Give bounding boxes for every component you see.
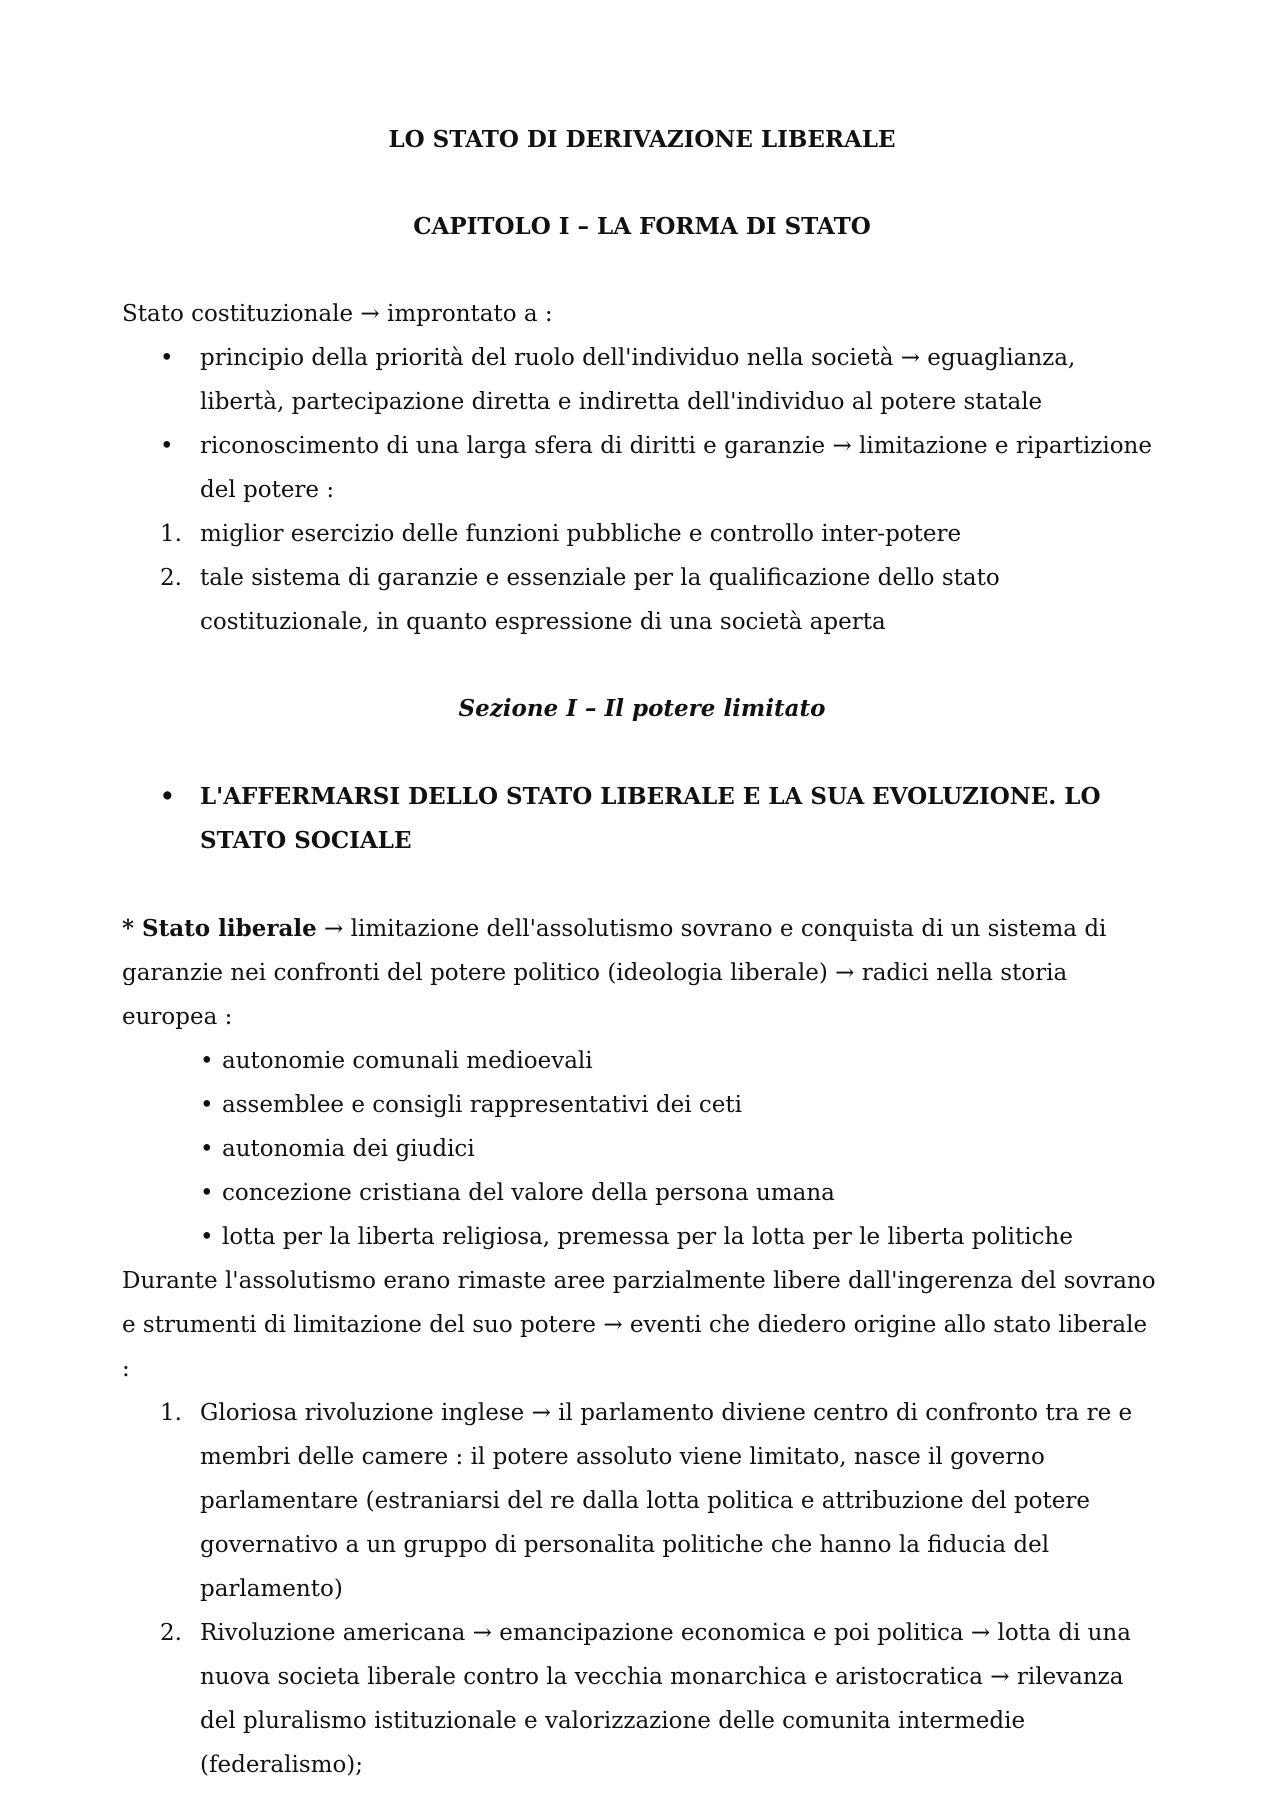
- small-bullet-icon: •: [200, 1224, 214, 1250]
- document-page: [122, 118, 1162, 1787]
- list-number: 1.: [160, 1400, 182, 1426]
- list-item-text: assemblee e consigli rappresentativi dei ceti: [222, 1092, 743, 1118]
- list-item-text: riconoscimento di una larga sfera di diritti e garanzie → limitazione e ripartizione del potere :: [200, 433, 1152, 503]
- list-item: [122, 424, 1162, 512]
- liberal-state-text: → limitazione dell'assolutismo sovrano e conquista di un sistema di garanzie nei confronti del potere politico (ideologia liberale) → radici nella storia europea :: [122, 916, 1107, 1030]
- list-number: 2.: [160, 565, 182, 591]
- small-bullet-icon: •: [200, 1136, 214, 1162]
- list-item-text: tale sistema di garanzie e essenziale per la qualificazione dello stato costituzionale, in quanto espressione di una società aperta: [200, 565, 1000, 635]
- absolutism-paragraph: Durante l'assolutismo erano rimaste aree parzialmente libere dall'ingerenza del sovrano e strumenti di limitazione del suo potere → eventi che diedero origine allo stato liberale :: [122, 1268, 1156, 1382]
- list-item: [122, 336, 1162, 424]
- bullet-icon: •: [160, 433, 174, 459]
- chapter-title: CAPITOLO I – LA FORMA DI STATO: [413, 213, 871, 240]
- section-heading-text: L'AFFERMARSI DELLO STATO LIBERALE E LA SUA EVOLUZIONE. LO STATO SOCIALE: [200, 783, 1101, 854]
- list-item: [122, 1083, 1162, 1127]
- bullet-list-principles: [122, 336, 1162, 512]
- list-item-text: concezione cristiana del valore della persona umana: [222, 1180, 835, 1206]
- liberal-state-paragraph: [122, 907, 1162, 1039]
- list-number: 2.: [160, 1620, 182, 1646]
- liberal-state-term: Stato liberale: [142, 915, 317, 942]
- list-item-text: autonomie comunali medioevali: [222, 1048, 593, 1074]
- list-item-text: Gloriosa rivoluzione inglese → il parlamento diviene centro di confronto tra re e membri delle camere : il potere assoluto viene limitato, nasce il governo parlamentare (estraniarsi del re dalla lotta politica e attribuzione del potere governativo a un gruppo di personalita politiche che hanno la fiducia del parlamento): [200, 1400, 1133, 1602]
- list-item: [122, 1127, 1162, 1171]
- list-item-text: autonomia dei giudici: [222, 1136, 475, 1162]
- heading-list: [122, 775, 1162, 863]
- list-item-text: miglior esercizio delle funzioni pubbliche e controllo inter-potere: [200, 521, 962, 547]
- document-title: LO STATO DI DERIVAZIONE LIBERALE: [388, 126, 896, 153]
- list-item: [122, 512, 1162, 556]
- list-item: [122, 1215, 1162, 1259]
- list-item: [122, 1611, 1162, 1787]
- star-marker: *: [122, 915, 143, 942]
- list-item-text: lotta per la liberta religiosa, premessa per la lotta per le liberta politiche: [222, 1224, 1073, 1250]
- bullet-icon: •: [160, 345, 174, 371]
- list-number: 1.: [160, 521, 182, 547]
- small-bullet-icon: •: [200, 1180, 214, 1206]
- small-bullet-icon: •: [200, 1092, 214, 1118]
- small-bullet-icon: •: [200, 1048, 214, 1074]
- list-item: [122, 1171, 1162, 1215]
- section-title: Sezione I – Il potere limitato: [458, 695, 826, 722]
- list-item-text: Rivoluzione americana → emancipazione economica e poi politica → lotta di una nuova societa liberale contro la vecchia monarchica e aristocratica → rilevanza del pluralismo istituzionale e valorizzazione delle comunita intermedie (federalismo);: [200, 1620, 1131, 1778]
- intro-paragraph: Stato costituzionale → improntato a :: [122, 301, 553, 327]
- bullet-icon: •: [160, 783, 175, 810]
- list-item: [122, 1391, 1162, 1611]
- list-item: [122, 556, 1162, 644]
- list-item: [122, 1039, 1162, 1083]
- numbered-list-guarantees: [122, 512, 1162, 644]
- numbered-list-events: [122, 1391, 1162, 1787]
- roots-list: [122, 1039, 1162, 1259]
- section-heading: [122, 775, 1162, 863]
- list-item-text: principio della priorità del ruolo dell'individuo nella società → eguaglianza, libertà, partecipazione diretta e indiretta dell'individuo al potere statale: [200, 345, 1076, 415]
